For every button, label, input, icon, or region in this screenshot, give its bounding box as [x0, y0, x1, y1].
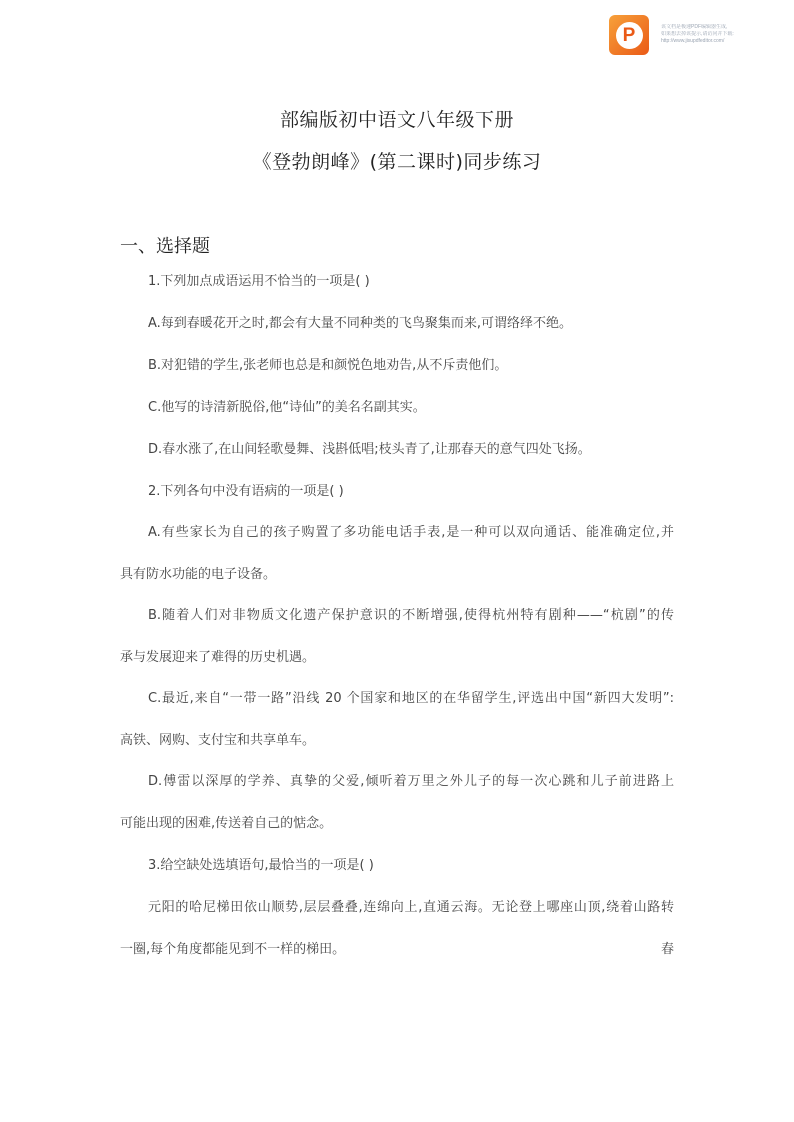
question-2-stem: 2.下列各句中没有语病的一项是( ) [148, 484, 344, 499]
question-2-option-a-line-1: A.有些家长为自己的孩子购置了多功能电话手表,是一种可以双向通话、能准确定位,并 [148, 525, 674, 540]
document-title: 部编版初中语文八年级下册 [279, 109, 514, 131]
question-2-option-d-line-2: 可能出现的困难,传送着自己的惦念。 [120, 816, 333, 831]
watermark-line-1: 该文档是极速PDF编辑器生成, [661, 24, 728, 30]
question-3-passage-line-2-tail: 春 [660, 942, 674, 957]
question-1-stem: 1.下列加点成语运用不恰当的一项是( ) [148, 274, 370, 289]
question-2-option-a-line-2: 具有防水功能的电子设备。 [120, 567, 277, 582]
watermark-line-3: http://www.jisupdfeditor.com/ [661, 38, 725, 44]
question-3-passage-line-2 [120, 940, 674, 960]
question-3-stem: 3.给空缺处选填语句,最恰当的一项是( ) [148, 858, 374, 873]
question-2-option-d-line-1: D.傅雷以深厚的学养、真挚的父爱,倾听着万里之外儿子的每一次心跳和儿子前进路上 [148, 774, 674, 789]
question-3-passage-line-2-text: 一圈,每个角度都能见到不一样的梯田。 [120, 942, 346, 957]
question-1-option-b: B.对犯错的学生,张老师也总是和颜悦色地劝告,从不斥责他们。 [148, 358, 508, 373]
watermark-line-2: 如果想去掉该提示,请访问并下载: [661, 31, 734, 37]
question-1-option-d: D.春水涨了,在山间轻歌曼舞、浅斟低唱;枝头青了,让那春天的意气四处飞扬。 [148, 442, 591, 457]
question-3-passage-line-1: 元阳的哈尼梯田依山顺势,层层叠叠,连绵向上,直通云海。无论登上哪座山顶,绕着山路转 [148, 900, 674, 915]
question-1-option-a: A.每到春暖花开之时,都会有大量不同种类的飞鸟聚集而来,可谓络绎不绝。 [148, 316, 573, 331]
section-heading: 一、选择题 [120, 236, 210, 257]
question-2-option-b-line-2: 承与发展迎来了难得的历史机遇。 [120, 650, 316, 665]
logo-ring [616, 22, 643, 49]
watermark-notice [661, 24, 789, 45]
question-2-option-c-line-1: C.最近,来自“一带一路”沿线 20 个国家和地区的在华留学生,评选出中国“新四大发明”: [148, 691, 674, 706]
question-1-option-c: C.他写的诗清新脱俗,他“诗仙”的美名名副其实。 [148, 400, 426, 415]
question-2-option-b-line-1: B.随着人们对非物质文化遗产保护意识的不断增强,使得杭州特有剧种——“杭剧”的传 [148, 608, 674, 623]
pdf-editor-logo [609, 15, 649, 55]
logo-letter: P [622, 24, 636, 46]
question-2-option-c-line-2: 高铁、网购、支付宝和共享单车。 [120, 733, 316, 748]
document-subtitle: 《登勃朗峰》(第二课时)同步练习 [252, 151, 542, 173]
